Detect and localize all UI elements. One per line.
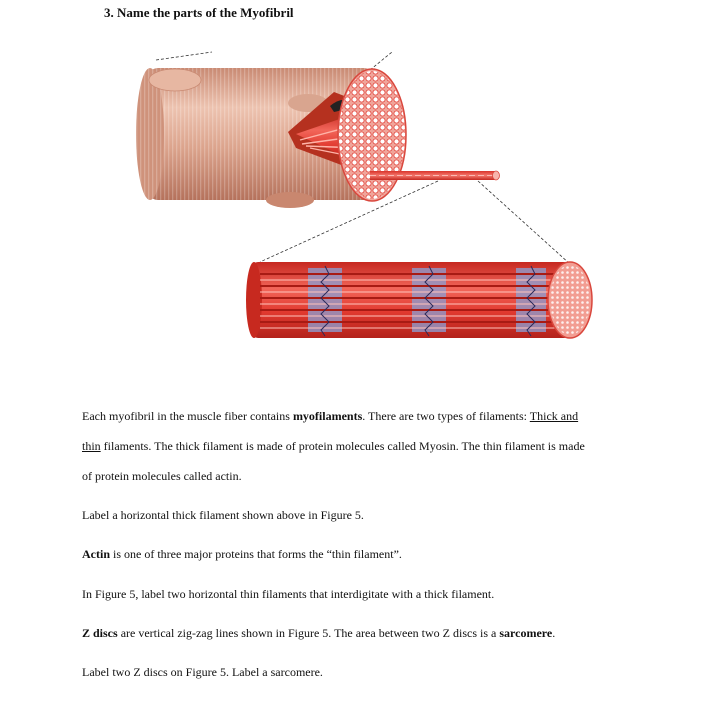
paragraph-z-discs: Z discs are vertical zig-zag lines shown in Figure 5. The area between two Z discs is a sarcomere. xyxy=(82,626,556,640)
fiber-cross-section xyxy=(338,69,406,201)
extruding-myofibril xyxy=(370,171,500,180)
paragraph-myofilaments-line1: Each myofibril in the muscle fiber contains myofilaments. There are two types of filaments: Thick and xyxy=(82,409,579,423)
dashed-guide-line xyxy=(478,181,570,264)
instruction-label-thin: In Figure 5, label two horizontal thin filaments that interdigitate with a thick filament. xyxy=(82,587,495,601)
question-heading: 3. Name the parts of the Myofibril xyxy=(104,5,294,20)
enlarged-myofibril xyxy=(246,262,592,338)
instruction-label-z: Label two Z discs on Figure 5. Label a sarcomere. xyxy=(82,665,323,679)
dashed-guide-line xyxy=(370,52,392,70)
paragraph-myofilaments-line3: of protein molecules called actin. xyxy=(82,469,242,483)
dashed-guide-line xyxy=(156,52,212,60)
paragraph-actin: Actin is one of three major proteins that forms the “thin filament”. xyxy=(82,547,402,561)
myofibril-figure xyxy=(120,40,600,360)
instruction-label-thick: Label a horizontal thick filament shown above in Figure 5. xyxy=(82,508,364,522)
paragraph-myofilaments-line2: thin filaments. The thick filament is made of protein molecules called Myosin. The thin filament is made xyxy=(82,439,585,453)
